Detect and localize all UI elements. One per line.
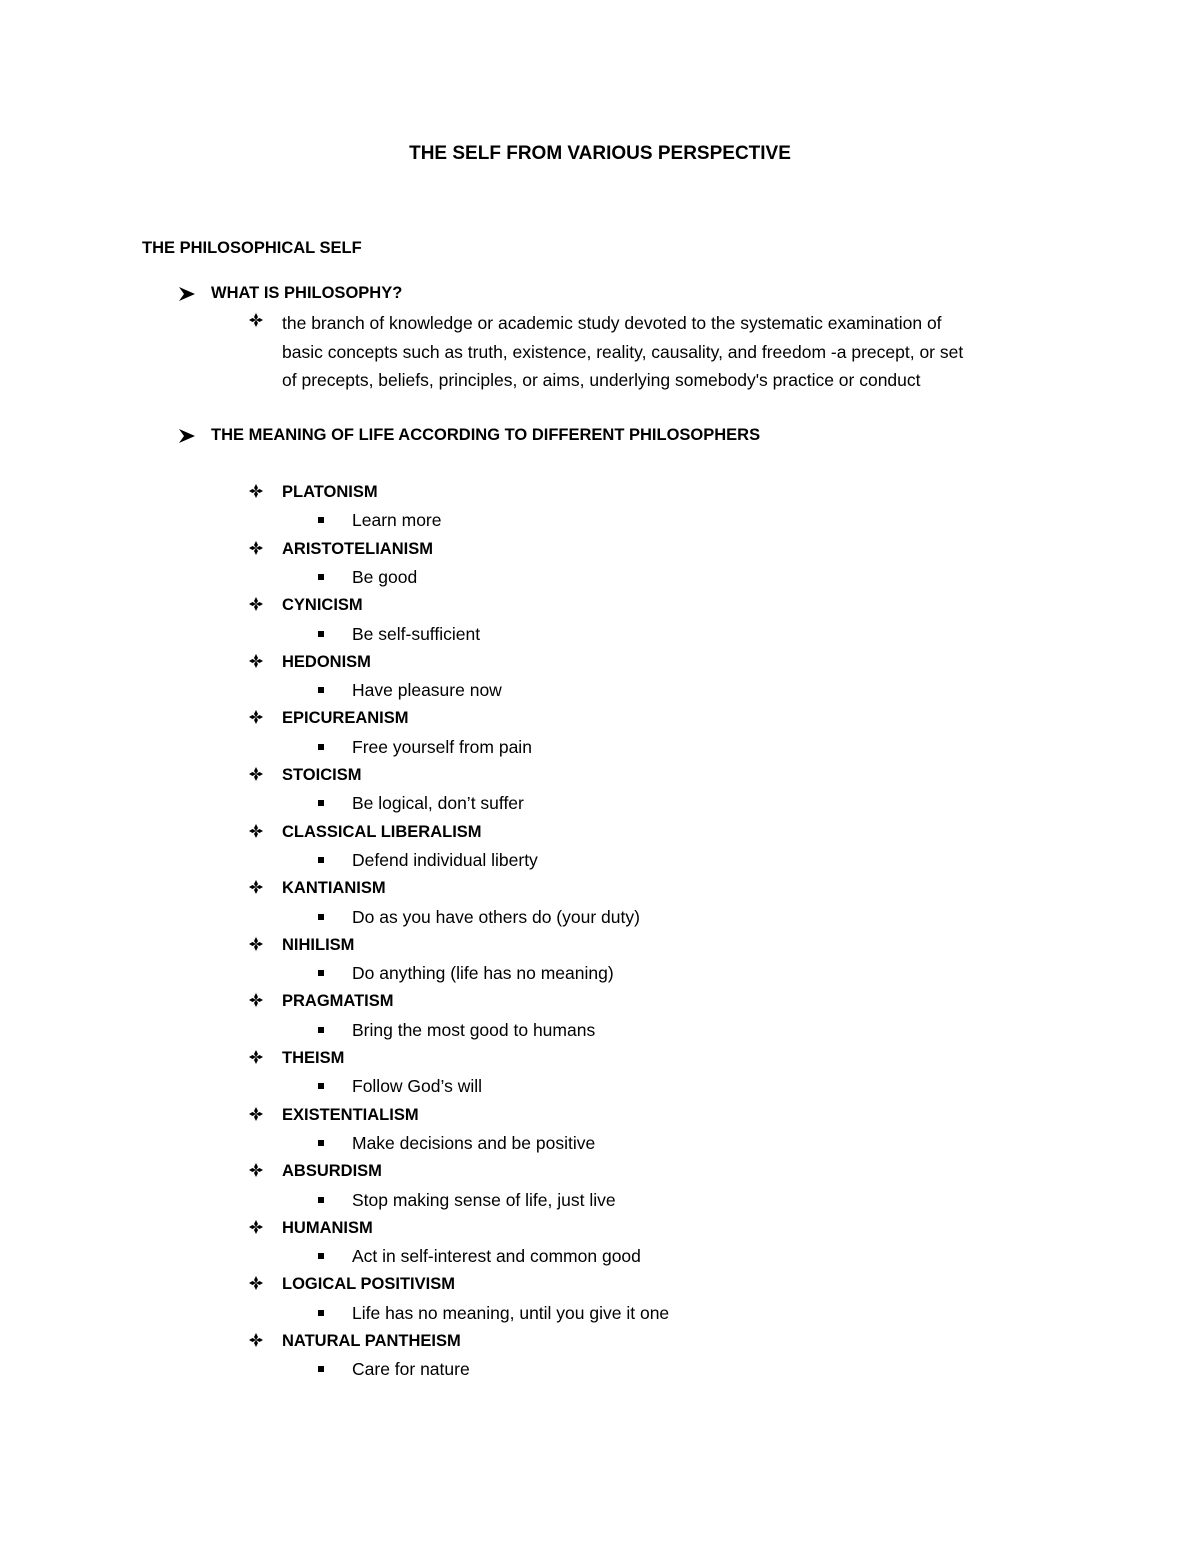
philosophy-meaning: Act in self-interest and common good: [352, 1246, 641, 1267]
philosophy-name: NATURAL PANTHEISM: [282, 1332, 461, 1350]
four-diamond-bullet-icon: [247, 819, 265, 843]
philosophy-meaning: Follow God’s will: [352, 1076, 482, 1097]
philosophy-name: HEDONISM: [282, 652, 371, 671]
philosophy-name: EPICUREANISM: [282, 709, 409, 728]
four-diamond-bullet-icon: [247, 762, 265, 786]
philosophy-meaning: Bring the most good to humans: [352, 1019, 596, 1040]
definition-line: the branch of knowledge or academic study devoted to the systematic examination of: [282, 313, 942, 333]
square-bullet-icon: [318, 1083, 324, 1089]
square-bullet-icon: [318, 1310, 324, 1316]
square-bullet-icon: [318, 744, 324, 750]
four-diamond-bullet-icon: [247, 1328, 265, 1352]
philosophy-meaning: Free yourself from pain: [352, 736, 532, 757]
philosophy-meaning: Do anything (life has no meaning): [352, 963, 614, 984]
square-bullet-icon: [318, 914, 324, 920]
four-diamond-bullet-icon: [247, 592, 265, 616]
square-bullet-icon: [318, 800, 324, 806]
square-bullet-icon: [318, 1253, 324, 1259]
four-diamond-bullet-icon: [247, 479, 265, 503]
philosophy-meaning: Defend individual liberty: [352, 849, 538, 870]
page-title: THE SELF FROM VARIOUS PERSPECTIVE: [409, 143, 791, 164]
philosophy-meaning: Life has no meaning, until you give it one: [352, 1302, 670, 1323]
philosophy-meaning: Be good: [352, 566, 418, 587]
philosophy-definition: [282, 309, 1072, 395]
arrowhead-bullet-icon: [176, 424, 198, 448]
philosophy-name: KANTIANISM: [282, 879, 386, 898]
four-diamond-bullet-icon: [247, 536, 265, 560]
square-bullet-icon: [318, 687, 324, 693]
four-diamond-bullet-icon: [247, 1045, 265, 1069]
four-diamond-bullet-icon: [247, 988, 265, 1012]
philosophy-name: ARISTOTELIANISM: [282, 539, 433, 558]
philosophy-meaning: Have pleasure now: [352, 680, 502, 701]
arrowhead-bullet-icon: [176, 282, 198, 306]
philosophy-meaning: Be self-sufficient: [352, 623, 481, 644]
four-diamond-bullet-icon: [247, 1271, 265, 1295]
four-diamond-bullet-icon: [247, 1215, 265, 1239]
philosophy-name: EXISTENTIALISM: [282, 1105, 419, 1124]
question-heading-philosophy: WHAT IS PHILOSOPHY?: [211, 284, 403, 302]
square-bullet-icon: [318, 631, 324, 637]
four-diamond-bullet-icon: [247, 1158, 265, 1182]
square-bullet-icon: [318, 1027, 324, 1033]
four-diamond-bullet-icon: [247, 705, 265, 729]
philosophy-name: CYNICISM: [282, 596, 363, 615]
philosophy-name: ABSURDISM: [282, 1162, 382, 1181]
philosophy-name: PLATONISM: [282, 483, 378, 501]
section-heading: THE PHILOSOPHICAL SELF: [142, 239, 362, 257]
philosophy-name: STOICISM: [282, 766, 362, 784]
square-bullet-icon: [318, 857, 324, 863]
definition-line: basic concepts such as truth, existence, reality, causality, and freedom -a precept, or set: [282, 341, 964, 362]
philosophy-meaning: Learn more: [352, 510, 442, 531]
philosophy-meaning: Care for nature: [352, 1359, 470, 1380]
square-bullet-icon: [318, 1140, 324, 1146]
four-diamond-bullet-icon: [247, 1102, 265, 1126]
four-diamond-bullet-icon: [247, 649, 265, 673]
philosophy-name: CLASSICAL LIBERALISM: [282, 822, 482, 841]
definition-line: of precepts, beliefs, principles, or aims, underlying somebody's practice or conduct: [282, 370, 921, 390]
square-bullet-icon: [318, 970, 324, 976]
philosophy-name: LOGICAL POSITIVISM: [282, 1275, 455, 1294]
philosophy-meaning: Stop making sense of life, just live: [352, 1189, 616, 1210]
four-diamond-bullet-icon: [247, 875, 265, 899]
philosophy-name: HUMANISM: [282, 1218, 373, 1237]
philosophy-meaning: Do as you have others do (your duty): [352, 906, 640, 927]
square-bullet-icon: [318, 1197, 324, 1203]
philosophy-meaning: Make decisions and be positive: [352, 1132, 596, 1153]
four-diamond-bullet-icon: [247, 932, 265, 956]
philosophy-name: NIHILISM: [282, 935, 355, 954]
square-bullet-icon: [318, 574, 324, 580]
four-diamond-bullet-icon: [247, 308, 265, 332]
square-bullet-icon: [318, 517, 324, 523]
question-heading-meaning-of-life: THE MEANING OF LIFE ACCORDING TO DIFFERENT PHILOSOPHERS: [211, 426, 761, 444]
square-bullet-icon: [318, 1366, 324, 1372]
philosophy-meaning: Be logical, don’t suffer: [352, 793, 524, 814]
philosophy-name: PRAGMATISM: [282, 992, 394, 1011]
philosophy-name: THEISM: [282, 1049, 345, 1067]
